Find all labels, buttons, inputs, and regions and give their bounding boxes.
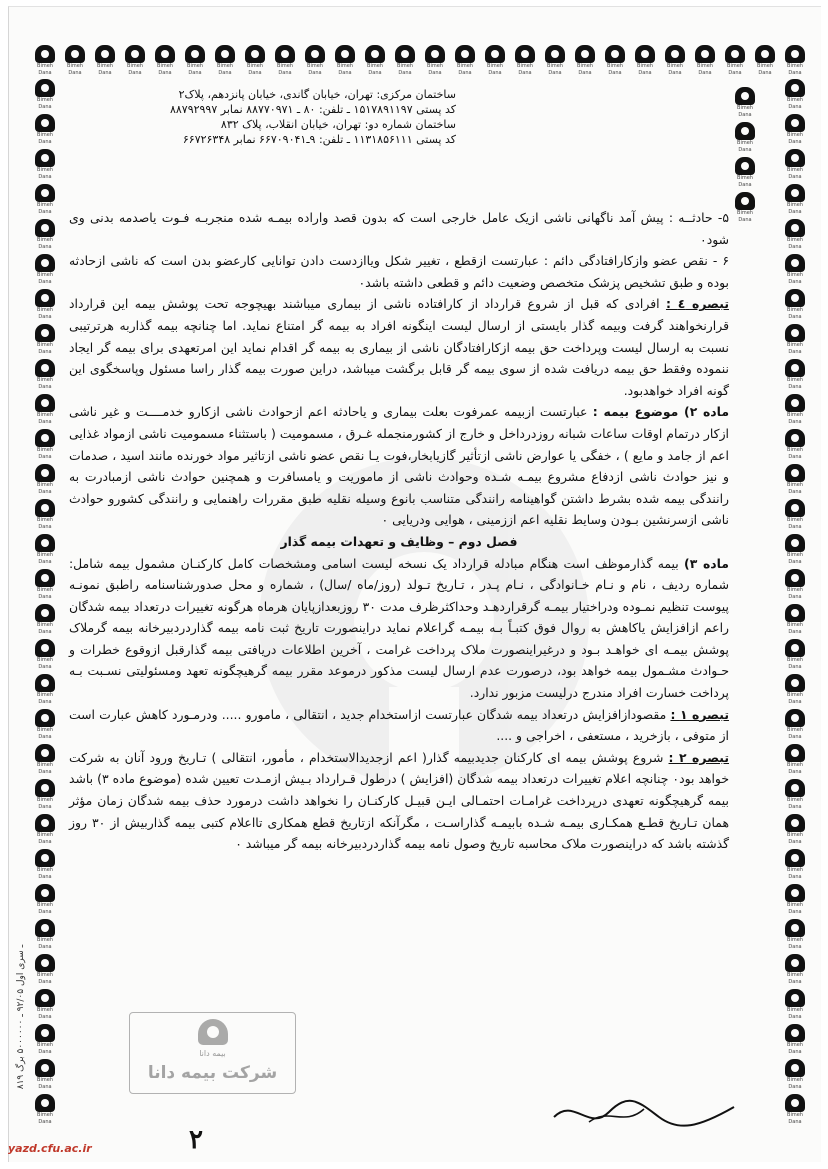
dana-logo-icon: Bimeh Dana bbox=[781, 954, 809, 984]
dana-logo-icon: Bimeh Dana bbox=[481, 45, 509, 75]
dana-logo-icon: Bimeh Dana bbox=[31, 674, 59, 704]
note-4-label: تبصره ٤ : bbox=[665, 296, 729, 312]
note-2 bbox=[69, 747, 729, 855]
dana-logo-icon: Bimeh Dana bbox=[31, 324, 59, 354]
note-2-label: تبصره ۲ : bbox=[668, 749, 729, 765]
article-2-text: عبارتست ازبیمه عمرفوت بعلت بیماری و یاحادثه اعم ازحوادث ناشی ازکارو خدمــــت و غیر ناشی ازکار درتمام اوقات ساعات شبانه روزدرداخل و خارج از کشورمنجمله غـرق ، مسمومیت ( باستثناء مسمومیت ناشی ازمواد غذایی اعم از جامد و مایع ) ، خفگی یا عوارض ناشی ازتأثیر گازیابخار،فوت یـا نقص عضو ناشی ازتاثیر مواد خورنده مانند اسید ، صدمات و نیز حوادث ناشی ازدفاع مشروع بیمـه شـده وحوادث ناشی از ماموریت و یامسافرت و همچنین حوادث ناشی ازمبادرت به رانندگی بیمه شده بشرط داشتن گواهینامه رانندگی متناسب بانوع وسیله نقلیه طبق مقررات راهنمایی و رانندگی کشورو حوادث ناشی ازسرنشین بـودن وسایط نقلیه اعم اززمینی ، هوایی ودریایی ۰ bbox=[69, 404, 729, 528]
dana-logo-icon: Bimeh Dana bbox=[781, 744, 809, 774]
dana-logo-icon: Bimeh Dana bbox=[781, 604, 809, 634]
dana-logo-icon: Bimeh Dana bbox=[721, 45, 749, 75]
stamp-small-text: بیمه دانا bbox=[199, 1049, 226, 1058]
dana-logo-icon: Bimeh Dana bbox=[781, 149, 809, 179]
dana-logo-icon: Bimeh Dana bbox=[31, 884, 59, 914]
site-watermark: yazd.cfu.ac.ir bbox=[8, 1142, 92, 1155]
dana-logo-icon: Bimeh Dana bbox=[31, 359, 59, 389]
dana-logo-icon: Bimeh Dana bbox=[731, 122, 759, 152]
dana-logo-icon: Bimeh Dana bbox=[271, 45, 299, 75]
address-line: کد پستی ۱۵۱۷۸۹۱۱۹۷ ـ تلفن: ۸۰ ـ ۸۸۷۷۰۹۷۱ نمابر ۸۸۷۹۲۹۹۷ bbox=[169, 103, 456, 116]
dana-logo-icon: Bimeh Dana bbox=[31, 569, 59, 599]
dana-logo-icon: Bimeh Dana bbox=[781, 394, 809, 424]
dana-logo-icon: Bimeh Dana bbox=[121, 45, 149, 75]
note-4-text: افرادی که قبل از شروع قرارداد از کارافتاده ناشی از بیماری میباشند بهیچوجه تحت پوشش بیمه این قرارداد قرارنخواهند گرفت وبیمه گذار بایستی از ارسال لیست اینگونه افراد به بیمه گر امتناع نماید. اما چنانچه بیمه گذاربه هرترتیبی نسبت به ارسال لیست وپرداخت حق بیمه ازکارافتادگان ناشی از بیماری به بیمه گر اقدام نماید این امرتعهدی برای بیمه گر ایجاد ننموده وفقط حق بیمه دریافت شده از سوی بیمه گر قابل برگشت میباشد، دراین صورت بیمه گذار راسا مسئول وپاسخگوی این گونه افراد خواهدبود. bbox=[69, 296, 729, 398]
company-stamp bbox=[129, 1012, 296, 1094]
dana-logo-icon: Bimeh Dana bbox=[31, 744, 59, 774]
note-1 bbox=[69, 704, 729, 747]
signature bbox=[549, 1087, 739, 1137]
dana-logo-icon: Bimeh Dana bbox=[361, 45, 389, 75]
dana-logo-icon: Bimeh Dana bbox=[781, 114, 809, 144]
paragraph-accident: ۵- حادثــه : پیش آمد ناگهانی ناشی ازیک عامل خارجی است که بدون قصد واراده بیمـه شده منجربـه فـوت یاصدمه بدنی وی شود۰ bbox=[69, 210, 729, 247]
dana-logo-icon: Bimeh Dana bbox=[91, 45, 119, 75]
dana-logo-icon: Bimeh Dana bbox=[331, 45, 359, 75]
dana-logo-icon: Bimeh Dana bbox=[601, 45, 629, 75]
dana-logo-icon: Bimeh Dana bbox=[31, 464, 59, 494]
page-number: ۲ bbox=[189, 1125, 203, 1155]
article-3-text: بیمه گذارموظف است هنگام مبادله قرارداد یک نسخه لیست اسامی ومشخصات کامل کارکنـان مشمول بیمه شامل: شماره ردیف ، نام و نـام خـانوادگی ، نـام پـدر ، تـاریخ تـولد (روز/ماه /سال) ، شماره و محل صدورشناسنامه راطبق نمونـه پیوست تنظیم نمـوده ودراختیار بیمـه گرقراردهـد وحداکثرظرف مدت ۳۰ روزبعدازپایان هرماه هرگونه تغییرات درتعداد بیمه شدگان راعم ازافزایش یاکاهش به روال فوق کتبـاً بـه بیمـه گراعلام نماید دراینصورت تاریخ ثبت نامه بیمه گذاردردبیرخانه بیمه گرملاک پوشش بیمـه ای خواهـد بـود و درغیراینصورت ملاک پرداخت غرامت ، آخرین اطلاعات دریافتی بیمه گذارقبل ازوقوع خطرات و حـوادث مشـمول بیمه خواهد بود، درصورت عدم ارسال لیست مذکور درموعد مقرر بیمه گرهیچگونه تعهد ومسئولیتی نسـبت بـه پرداخت خسارت افراد مندرج درلیست مزبور ندارد. bbox=[69, 555, 729, 701]
dana-logo-icon: Bimeh Dana bbox=[31, 394, 59, 424]
document-page bbox=[8, 6, 821, 1162]
dana-logo-icon: Bimeh Dana bbox=[31, 79, 59, 109]
dana-logo-icon: Bimeh Dana bbox=[781, 884, 809, 914]
dana-logo-icon: Bimeh Dana bbox=[31, 639, 59, 669]
article-2-label: ماده ۲) موضوع بیمه : bbox=[592, 404, 729, 420]
dana-logo-icon: Bimeh Dana bbox=[661, 45, 689, 75]
dana-logo-icon: Bimeh Dana bbox=[781, 359, 809, 389]
dana-logo-icon: Bimeh Dana bbox=[31, 849, 59, 879]
dana-logo-icon: Bimeh Dana bbox=[781, 1059, 809, 1089]
margin-print-text: ۸۱۹ ـ سری اول ۹۲/۰۵ ـ ۵۰۰۰۰۰۰ برگ bbox=[16, 944, 26, 1090]
dana-logo-icon: Bimeh Dana bbox=[31, 254, 59, 284]
dana-logo-icon: Bimeh Dana bbox=[691, 45, 719, 75]
dana-logo-icon: Bimeh Dana bbox=[31, 429, 59, 459]
address-header bbox=[126, 87, 456, 147]
dana-logo-icon: Bimeh Dana bbox=[781, 674, 809, 704]
dana-logo-icon: Bimeh Dana bbox=[781, 849, 809, 879]
dana-logo-icon: Bimeh Dana bbox=[781, 569, 809, 599]
chapter-heading: فصل دوم – وظایف و تعهدات بیمه گذار bbox=[280, 533, 518, 549]
dana-logo-icon: Bimeh Dana bbox=[181, 45, 209, 75]
dana-logo-icon: Bimeh Dana bbox=[31, 289, 59, 319]
note-4 bbox=[69, 293, 729, 401]
dana-logo-icon: Bimeh Dana bbox=[151, 45, 179, 75]
dana-logo-icon: Bimeh Dana bbox=[731, 87, 759, 117]
dana-logo-icon: Bimeh Dana bbox=[781, 464, 809, 494]
dana-logo-icon: Bimeh Dana bbox=[781, 184, 809, 214]
paragraph-disability: ۶ - نقص عضو وازکارافتادگی دائم : عبارتست ازقطع ، تغییر شکل ویاازدست دادن توانایی کارعضو بدن است که ناشی ازحادثه بوده و طبق تشخیص پزشک متخصص وضعیت دائم و قطعی داشته باشد۰ bbox=[69, 253, 729, 290]
dana-logo-icon: Bimeh Dana bbox=[31, 184, 59, 214]
dana-logo-icon: Bimeh Dana bbox=[31, 534, 59, 564]
dana-logo-icon: Bimeh Dana bbox=[781, 814, 809, 844]
dana-logo-icon: Bimeh Dana bbox=[31, 604, 59, 634]
dana-logo-icon: Bimeh Dana bbox=[781, 1024, 809, 1054]
dana-logo-icon: Bimeh Dana bbox=[451, 45, 479, 75]
note-1-text: مقصودازافزایش درتعداد بیمه شدگان عبارتست ازاستخدام جدید ، انتقالی ، مامورو ..... ودرمـورد کاهش عبارت است از متوفی ، بازخرید ، مستعفی ، اخراجی و .... bbox=[69, 706, 729, 744]
dana-logo-icon: Bimeh Dana bbox=[781, 1094, 809, 1124]
dana-logo-icon: Bimeh Dana bbox=[31, 149, 59, 179]
dana-logo-icon: Bimeh Dana bbox=[31, 954, 59, 984]
dana-logo-icon: Bimeh Dana bbox=[31, 814, 59, 844]
dana-logo-icon: Bimeh Dana bbox=[31, 1024, 59, 1054]
dana-logo-icon: Bimeh Dana bbox=[781, 534, 809, 564]
dana-logo-icon: Bimeh Dana bbox=[391, 45, 419, 75]
dana-logo-icon: Bimeh Dana bbox=[731, 157, 759, 187]
dana-logo-icon: Bimeh Dana bbox=[421, 45, 449, 75]
dana-logo-icon: Bimeh Dana bbox=[781, 989, 809, 1019]
dana-logo-icon: Bimeh Dana bbox=[31, 45, 59, 75]
dana-logo-icon: Bimeh Dana bbox=[781, 324, 809, 354]
dana-logo-icon: Bimeh Dana bbox=[731, 192, 759, 222]
dana-logo-icon: Bimeh Dana bbox=[31, 709, 59, 739]
dana-logo-icon: Bimeh Dana bbox=[31, 779, 59, 809]
dana-logo-icon: Bimeh Dana bbox=[31, 499, 59, 529]
dana-logo-icon: Bimeh Dana bbox=[211, 45, 239, 75]
stamp-text: شرکت بیمه دانا bbox=[147, 1063, 278, 1083]
dana-logo-icon: Bimeh Dana bbox=[781, 79, 809, 109]
dana-logo-icon: Bimeh Dana bbox=[751, 45, 779, 75]
dana-logo-icon: Bimeh Dana bbox=[781, 254, 809, 284]
article-3-label: ماده ۳) bbox=[684, 555, 729, 571]
dana-logo-icon: Bimeh Dana bbox=[61, 45, 89, 75]
margin-print-note bbox=[11, 897, 31, 1147]
dana-logo-icon: Bimeh Dana bbox=[571, 45, 599, 75]
article-2 bbox=[69, 401, 729, 531]
dana-logo-icon: Bimeh Dana bbox=[781, 429, 809, 459]
dana-logo-icon: Bimeh Dana bbox=[781, 779, 809, 809]
note-1-label: تبصره ۱ : bbox=[670, 706, 729, 722]
dana-logo-icon: Bimeh Dana bbox=[31, 1059, 59, 1089]
address-line: ساختمان شماره دو: تهران، خیابان انقلاب، پلاک ۸۳۲ bbox=[220, 118, 456, 131]
dana-logo-icon: Bimeh Dana bbox=[31, 989, 59, 1019]
dana-logo-icon: Bimeh Dana bbox=[781, 45, 809, 75]
dana-logo-icon: Bimeh Dana bbox=[31, 919, 59, 949]
note-2-text: شروع پوشش بیمه ای کارکنان جدیدبیمه گذار( اعم ازجدیدالاستخدام ، مأمور، انتقالی ) تـاریخ ورود آنان به شرکت خواهد بود۰ چنانچه اعلام تغییرات درتعداد بیمه شدگان (افزایش ) درطول قـرارداد بـیش ازمـدت تعیین شده (موضوع ماده ۳) باشد بیمه گرهیچگونه تعهدی درپرداخت غرامـات احتمـالی ایـن قبیـل کارکنـان را نخواهد داشت درمورد حذف بیمه شدگان زمان مؤثر همان تـاریخ قطـع همکـاری بیمـه شـده بابیمـه گذاراسـت ، مگرآنکه ازتاریخ قطع همکاری تااعلام کتبی بیمه گذاربیش از ۳۰ روز گذشته باشد که دراینصورت ملاک محاسبه تاریخ وصول نامه بیمه گذاردردبیرخانه بیمه گر میباشد ۰ bbox=[69, 749, 729, 852]
stamp-logo-icon bbox=[198, 1019, 228, 1045]
document-body bbox=[69, 207, 729, 855]
dana-logo-icon: Bimeh Dana bbox=[31, 219, 59, 249]
dana-logo-icon: Bimeh Dana bbox=[781, 709, 809, 739]
dana-logo-icon: Bimeh Dana bbox=[631, 45, 659, 75]
dana-logo-icon: Bimeh Dana bbox=[541, 45, 569, 75]
address-line: ساختمان مرکزی: تهران، خیابان گاندی، خیابان پانزدهم، پلاک۲ bbox=[178, 88, 456, 101]
dana-logo-icon: Bimeh Dana bbox=[781, 219, 809, 249]
dana-logo-icon: Bimeh Dana bbox=[31, 1094, 59, 1124]
article-3 bbox=[69, 553, 729, 704]
dana-logo-icon: Bimeh Dana bbox=[781, 289, 809, 319]
dana-logo-icon: Bimeh Dana bbox=[31, 114, 59, 144]
dana-logo-icon: Bimeh Dana bbox=[781, 919, 809, 949]
dana-logo-icon: Bimeh Dana bbox=[781, 499, 809, 529]
dana-logo-icon: Bimeh Dana bbox=[241, 45, 269, 75]
dana-logo-icon: Bimeh Dana bbox=[301, 45, 329, 75]
address-line: کد پستی ۱۱۳۱۸۵۶۱۱۱ ـ تلفن: ۹ـ۶۶۷۰۹۰۴۱ نمابر ۶۶۷۲۶۳۴۸ bbox=[182, 133, 456, 146]
dana-logo-icon: Bimeh Dana bbox=[511, 45, 539, 75]
dana-logo-icon: Bimeh Dana bbox=[781, 639, 809, 669]
